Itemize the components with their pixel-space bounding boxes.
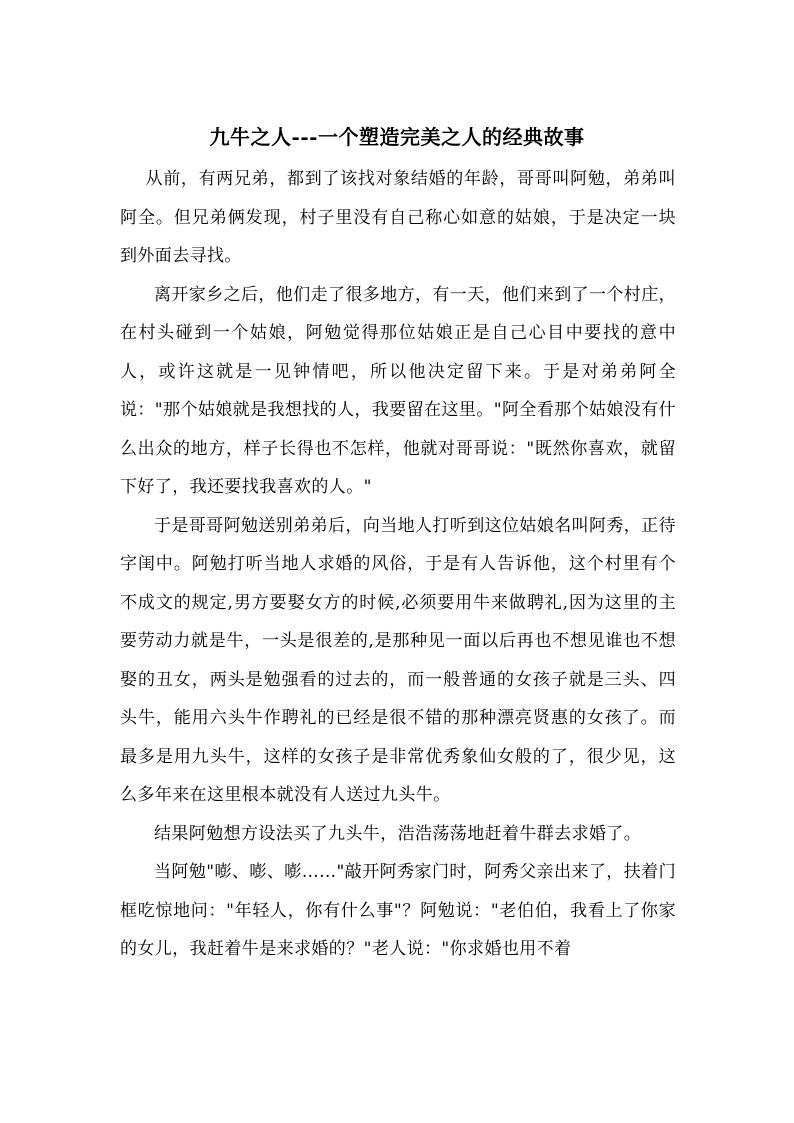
document-title: 九牛之人---一个塑造完美之人的经典故事: [209, 125, 585, 149]
document-body: [120, 160, 676, 969]
paragraph-5: 当阿勉"嘭、嘭、嘭……"敲开阿秀家门时，阿秀父亲出来了，扶着门框吃惊地问："年轻人，你有什么事"？阿勉说："老伯伯，我看上了你家的女儿，我赶着牛是来求婚的？"老人说："你求婚也用不着: [120, 862, 676, 959]
paragraph-1: 从前，有两兄弟，都到了该找对象结婚的年龄，哥哥叫阿勉，弟弟叫阿全。但兄弟俩发现，村子里没有自己称心如意的姑娘，于是决定一块到外面去寻找。: [120, 169, 676, 266]
paragraph-2: 离开家乡之后，他们走了很多地方，有一天，他们来到了一个村庄，在村头碰到一个姑娘，阿勉觉得那位姑娘正是自己心目中要找的意中人，或许这就是一见钟情吧，所以他决定留下来。于是对弟弟阿全说："那个姑娘就是我想找的人，我要留在这里。"阿全看那个姑娘没有什么出众的地方，样子长得也不怎样，他就对哥哥说："既然你喜欢，就留下好了，我还要找我喜欢的人。": [120, 284, 676, 497]
paragraph-3: 于是哥哥阿勉送别弟弟后，向当地人打听到这位姑娘名叫阿秀，正待字闺中。阿勉打听当地人求婚的风俗，于是有人告诉他，这个村里有个不成文的规定,男方要娶女方的时候,必须要用牛来做聘礼,因为这里的主要劳动力就是牛，一头是很差的,是那种见一面以后再也不想见谁也不想娶的丑女，两头是勉强看的过去的，而一般普通的女孩子就是三头、四头牛，能用六头牛作聘礼的已经是很不错的那种漂亮贤惠的女孩了。而最多是用九头牛，这样的女孩子是非常优秀象仙女般的了，很少见，这么多年来在这里根本就没有人送过九头牛。: [120, 515, 676, 805]
paragraph-4: 结果阿勉想方设法买了九头牛，浩浩荡荡地赶着牛群去求婚了。: [154, 823, 642, 844]
